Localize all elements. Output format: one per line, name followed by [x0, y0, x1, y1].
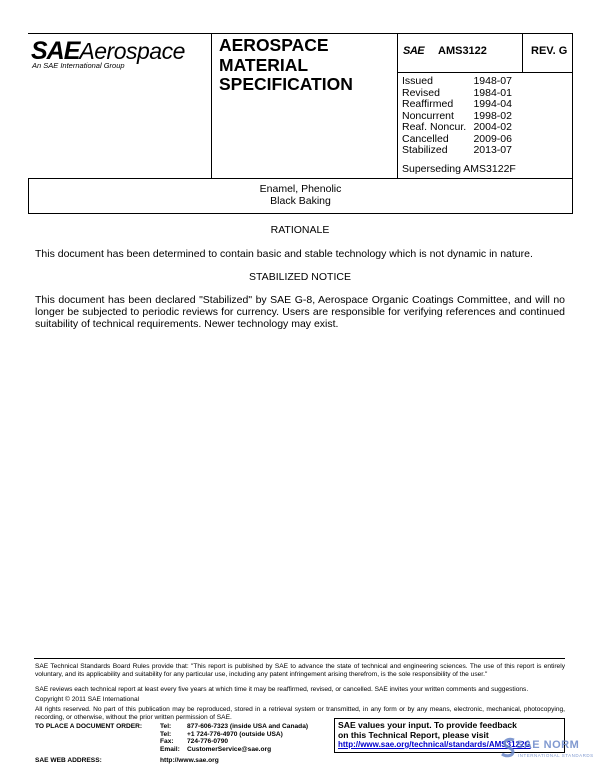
- order-value: 877-606-7323 (inside USA and Canada): [187, 723, 309, 730]
- stabilized-notice-text: This document has been declared "Stabilized" by SAE G-8, Aerospace Organic Coatings Committee, and will no longer be subjected to periodic reviews for currency. Users are responsible for verifying references and continued suitability of technical requirements. Newer technology may exist.: [35, 294, 565, 330]
- order-key: Tel:: [160, 723, 172, 730]
- order-email-link[interactable]: CustomerService@sae.org: [187, 745, 272, 753]
- order-label: TO PLACE A DOCUMENT ORDER:: [35, 723, 143, 730]
- watermark-subtext: INTERNATIONAL STANDARDS: [518, 753, 594, 758]
- date-label: Reaf. Noncur.: [402, 121, 467, 133]
- brand-cell: [28, 33, 211, 178]
- superseding-note: Superseding AMS3122F: [402, 163, 516, 175]
- date-row: [402, 76, 512, 88]
- spec-title-line: MATERIAL: [219, 54, 309, 75]
- doc-number-row: [398, 33, 572, 73]
- board-rules-text: SAE Technical Standards Board Rules provide that: "This report is published by SAE to advance the state of technical and engineering sciences. The use of this report is entirely voluntary, and its applicability and suitability for any particular use, including any patent infringement arising therefrom, is the sole responsibility of the user.": [35, 663, 565, 678]
- review-note-text: SAE reviews each technical report at least every five years at which time it may be reaffirmed, revised, or cancelled. SAE invites your written comments and suggestions.: [35, 686, 529, 693]
- date-label: Noncurrent: [402, 109, 454, 122]
- date-label: Issued: [402, 75, 433, 87]
- date-value: 1984-01: [473, 86, 512, 99]
- date-value: 2013-07: [473, 144, 512, 156]
- spec-title-cell: [211, 33, 397, 178]
- date-row: [402, 145, 512, 157]
- order-keys: [160, 723, 190, 753]
- web-address-link[interactable]: http://www.sae.org: [160, 757, 219, 764]
- sae-norm-watermark: [500, 737, 592, 767]
- order-values: [187, 723, 327, 753]
- date-label: Cancelled: [402, 132, 449, 145]
- feedback-text-line: SAE values your input. To provide feedback: [338, 720, 517, 730]
- feedback-link[interactable]: http://www.sae.org/technical/standards/AMS3122G: [338, 740, 531, 749]
- date-value: 1998-02: [473, 109, 512, 122]
- order-value: +1 724-776-4970 (outside USA): [187, 730, 283, 738]
- web-address-row: [35, 757, 219, 764]
- logo-sae-text: SAE: [31, 37, 80, 65]
- sae-mini-logo: SAE: [403, 45, 425, 57]
- doc-info-cell: [397, 33, 573, 178]
- date-row: [402, 99, 512, 111]
- revision-cell: [522, 33, 574, 72]
- footer-rule: [34, 658, 565, 659]
- feedback-text-line: on this Technical Report, please visit: [338, 729, 489, 740]
- spec-title: [219, 36, 394, 95]
- rights-text: All rights reserved. No part of this publication may be reproduced, stored in a retrieval system or transmitted, in any form or by any means, electronic, mechanical, photocopying, recording, or otherwise, without the prior written permission of SAE.: [35, 706, 565, 721]
- document-title-line: Black Baking: [270, 195, 331, 207]
- logo-aerospace-text: Aerospace: [79, 38, 185, 64]
- document-header: [28, 33, 573, 179]
- order-key: Tel:: [160, 730, 172, 738]
- order-value: 724-776-0790: [187, 738, 229, 746]
- date-label: Revised: [402, 86, 440, 99]
- order-key: Email:: [160, 745, 180, 753]
- date-value: 1948-07: [473, 75, 512, 87]
- rationale-text: This document has been determined to contain basic and stable technology which is not dynamic in nature.: [35, 248, 533, 260]
- date-row: [402, 122, 512, 134]
- spec-title-line: SPECIFICATION: [219, 74, 353, 94]
- doc-number: AMS3122: [438, 45, 487, 57]
- date-history: [402, 76, 512, 157]
- web-address-label: SAE WEB ADDRESS:: [35, 757, 102, 764]
- copyright-text: Copyright © 2011 SAE International: [35, 696, 140, 703]
- document-title-line: Enamel, Phenolic: [259, 183, 342, 195]
- stabilized-notice-heading: STABILIZED NOTICE: [249, 271, 351, 283]
- date-value: 2009-06: [473, 132, 512, 145]
- date-label: Stabilized: [402, 144, 448, 156]
- date-value: 1994-04: [473, 98, 512, 110]
- document-title-box: [28, 179, 573, 214]
- date-label: Reaffirmed: [402, 98, 454, 110]
- revision-label: REV. G: [531, 45, 568, 57]
- date-value: 2004-02: [473, 121, 512, 133]
- rationale-heading: RATIONALE: [270, 224, 330, 236]
- watermark-text: SAE NORM: [516, 739, 580, 751]
- order-key: Fax:: [160, 738, 174, 746]
- spec-title-line: AEROSPACE: [219, 35, 329, 55]
- logo-tagline: An SAE International Group: [32, 61, 125, 70]
